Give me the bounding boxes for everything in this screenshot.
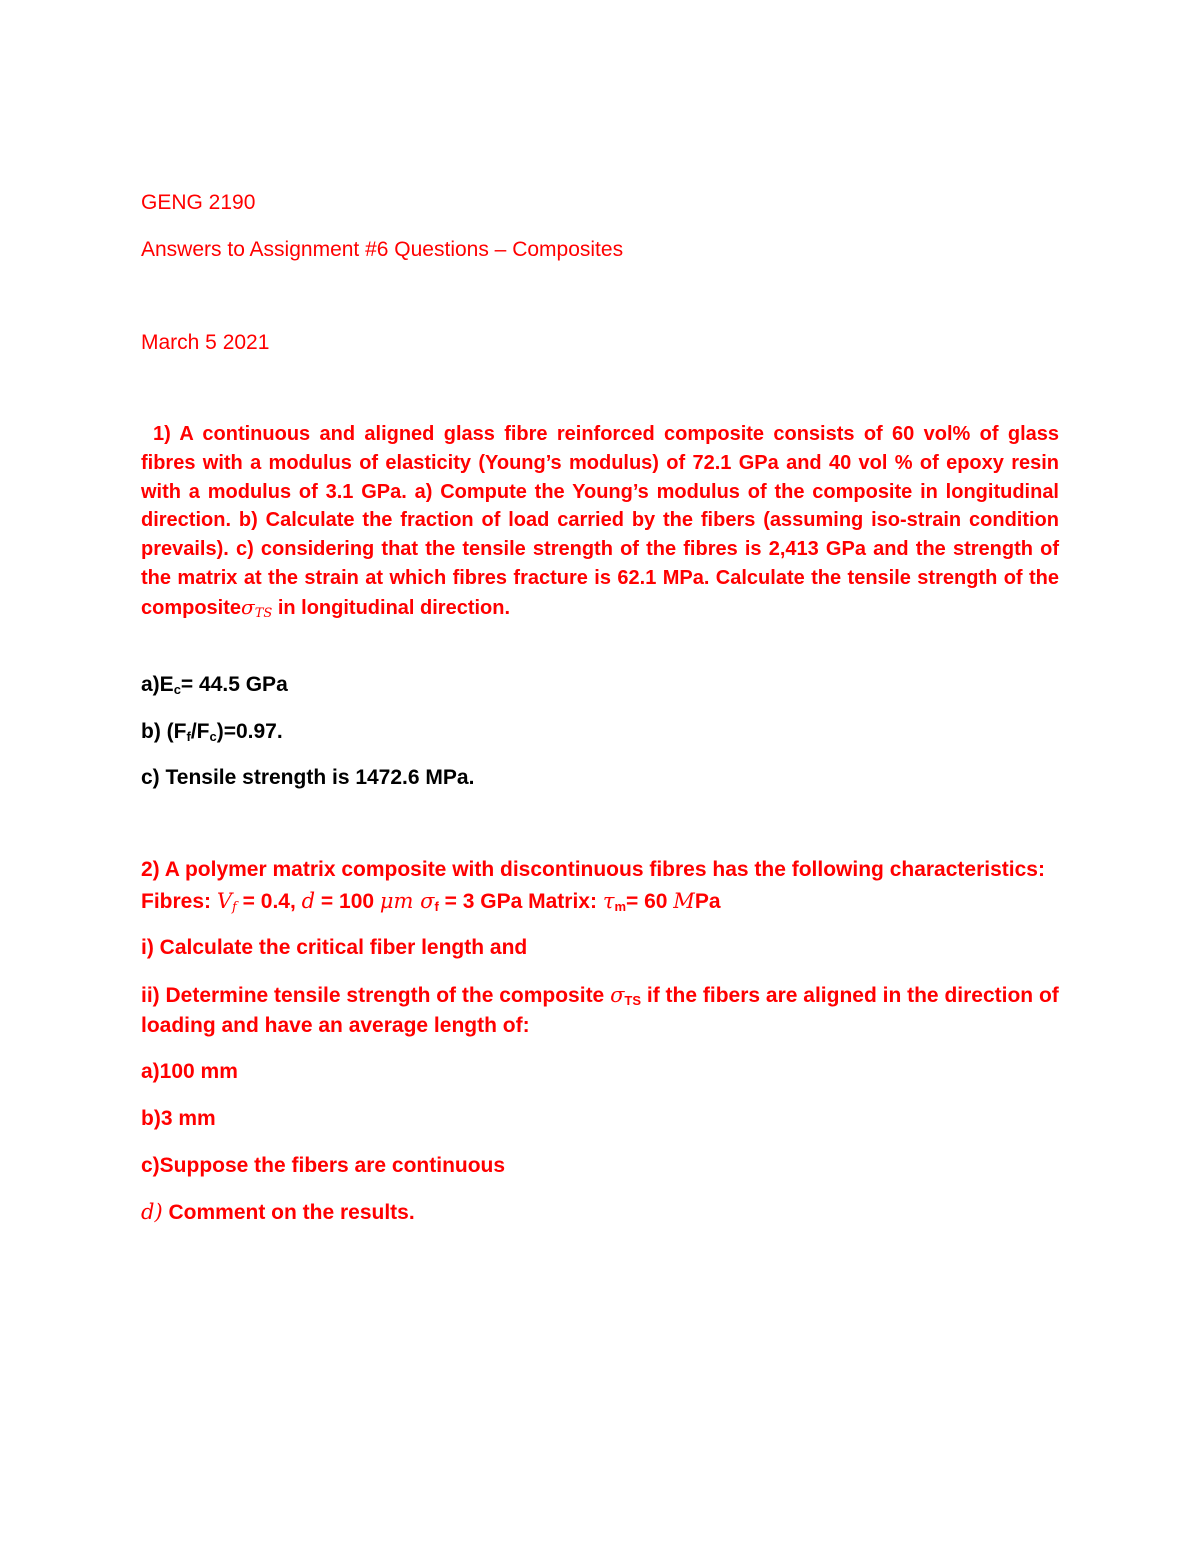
sigma-subscript: TS [254,605,273,621]
question-1-tail: in longitudinal direction. [272,596,511,619]
answer-1a: $a)E_c= 44.5$ GPa [141,673,288,697]
question-2-part-ii: ii) Determine tensile strength of the composite $\sigma_{TS}$ if the fibers are aligned in the direction of [141,983,1059,1008]
document-title: Answers to Assignment #6 Questions – Composites [141,238,624,261]
question-2-item-c: c)Suppose the fibers are continuous [141,1154,506,1177]
document-date: March 5 2021 [141,331,270,354]
question-2-item-b: b)3 mm [141,1107,216,1130]
question-2-item-a: a)100 mm [141,1060,238,1083]
answer-1c: c) Tensile strength is 1472.6 MPa. [141,766,475,789]
sigma-symbol: σ [241,594,255,619]
question-1-text: 1) A continuous and aligned glass fibre reinforced composite consists of 60 vol% of glass fibres with a modulus of elasticity (Young’s modulus) of 72.1 GPa and 40 vol % of epoxy resin with a modulus of 3.1 GPa. a) Compute the Young’s modulus of the composite in longitudinal direction. b) Calculate the fraction of load carried by the fibers (assuming iso-strain condition prevails). c) considering that the tensile strength of the fibres is 2,413 GPa and the strength of the matrix at the strain at which fibres fracture is 62.1 MPa. Calculate the tensile strength of the composite [141,423,1059,619]
question-2-part-i: i) Calculate the critical fiber length and [141,936,528,959]
question-2-intro: 2) A polymer matrix composite with discontinuous fibres has the following characteristics: [141,858,1045,881]
course-code: GENG 2190 [141,191,256,214]
question-2-item-d: d) Comment on the results. [141,1200,415,1224]
question-1 [141,420,1059,623]
answer-1b: b) $(F_f/F_c)=0.97$. [141,720,283,744]
question-2-parameters: Fibres: $V_f = 0.4$, d = 100 μm $\sigma_f = 3$ GPa Matrix: $\tau_m= 60$ MPa [141,889,721,915]
question-2-part-ii-line2: loading and have an average length of: [141,1014,530,1037]
